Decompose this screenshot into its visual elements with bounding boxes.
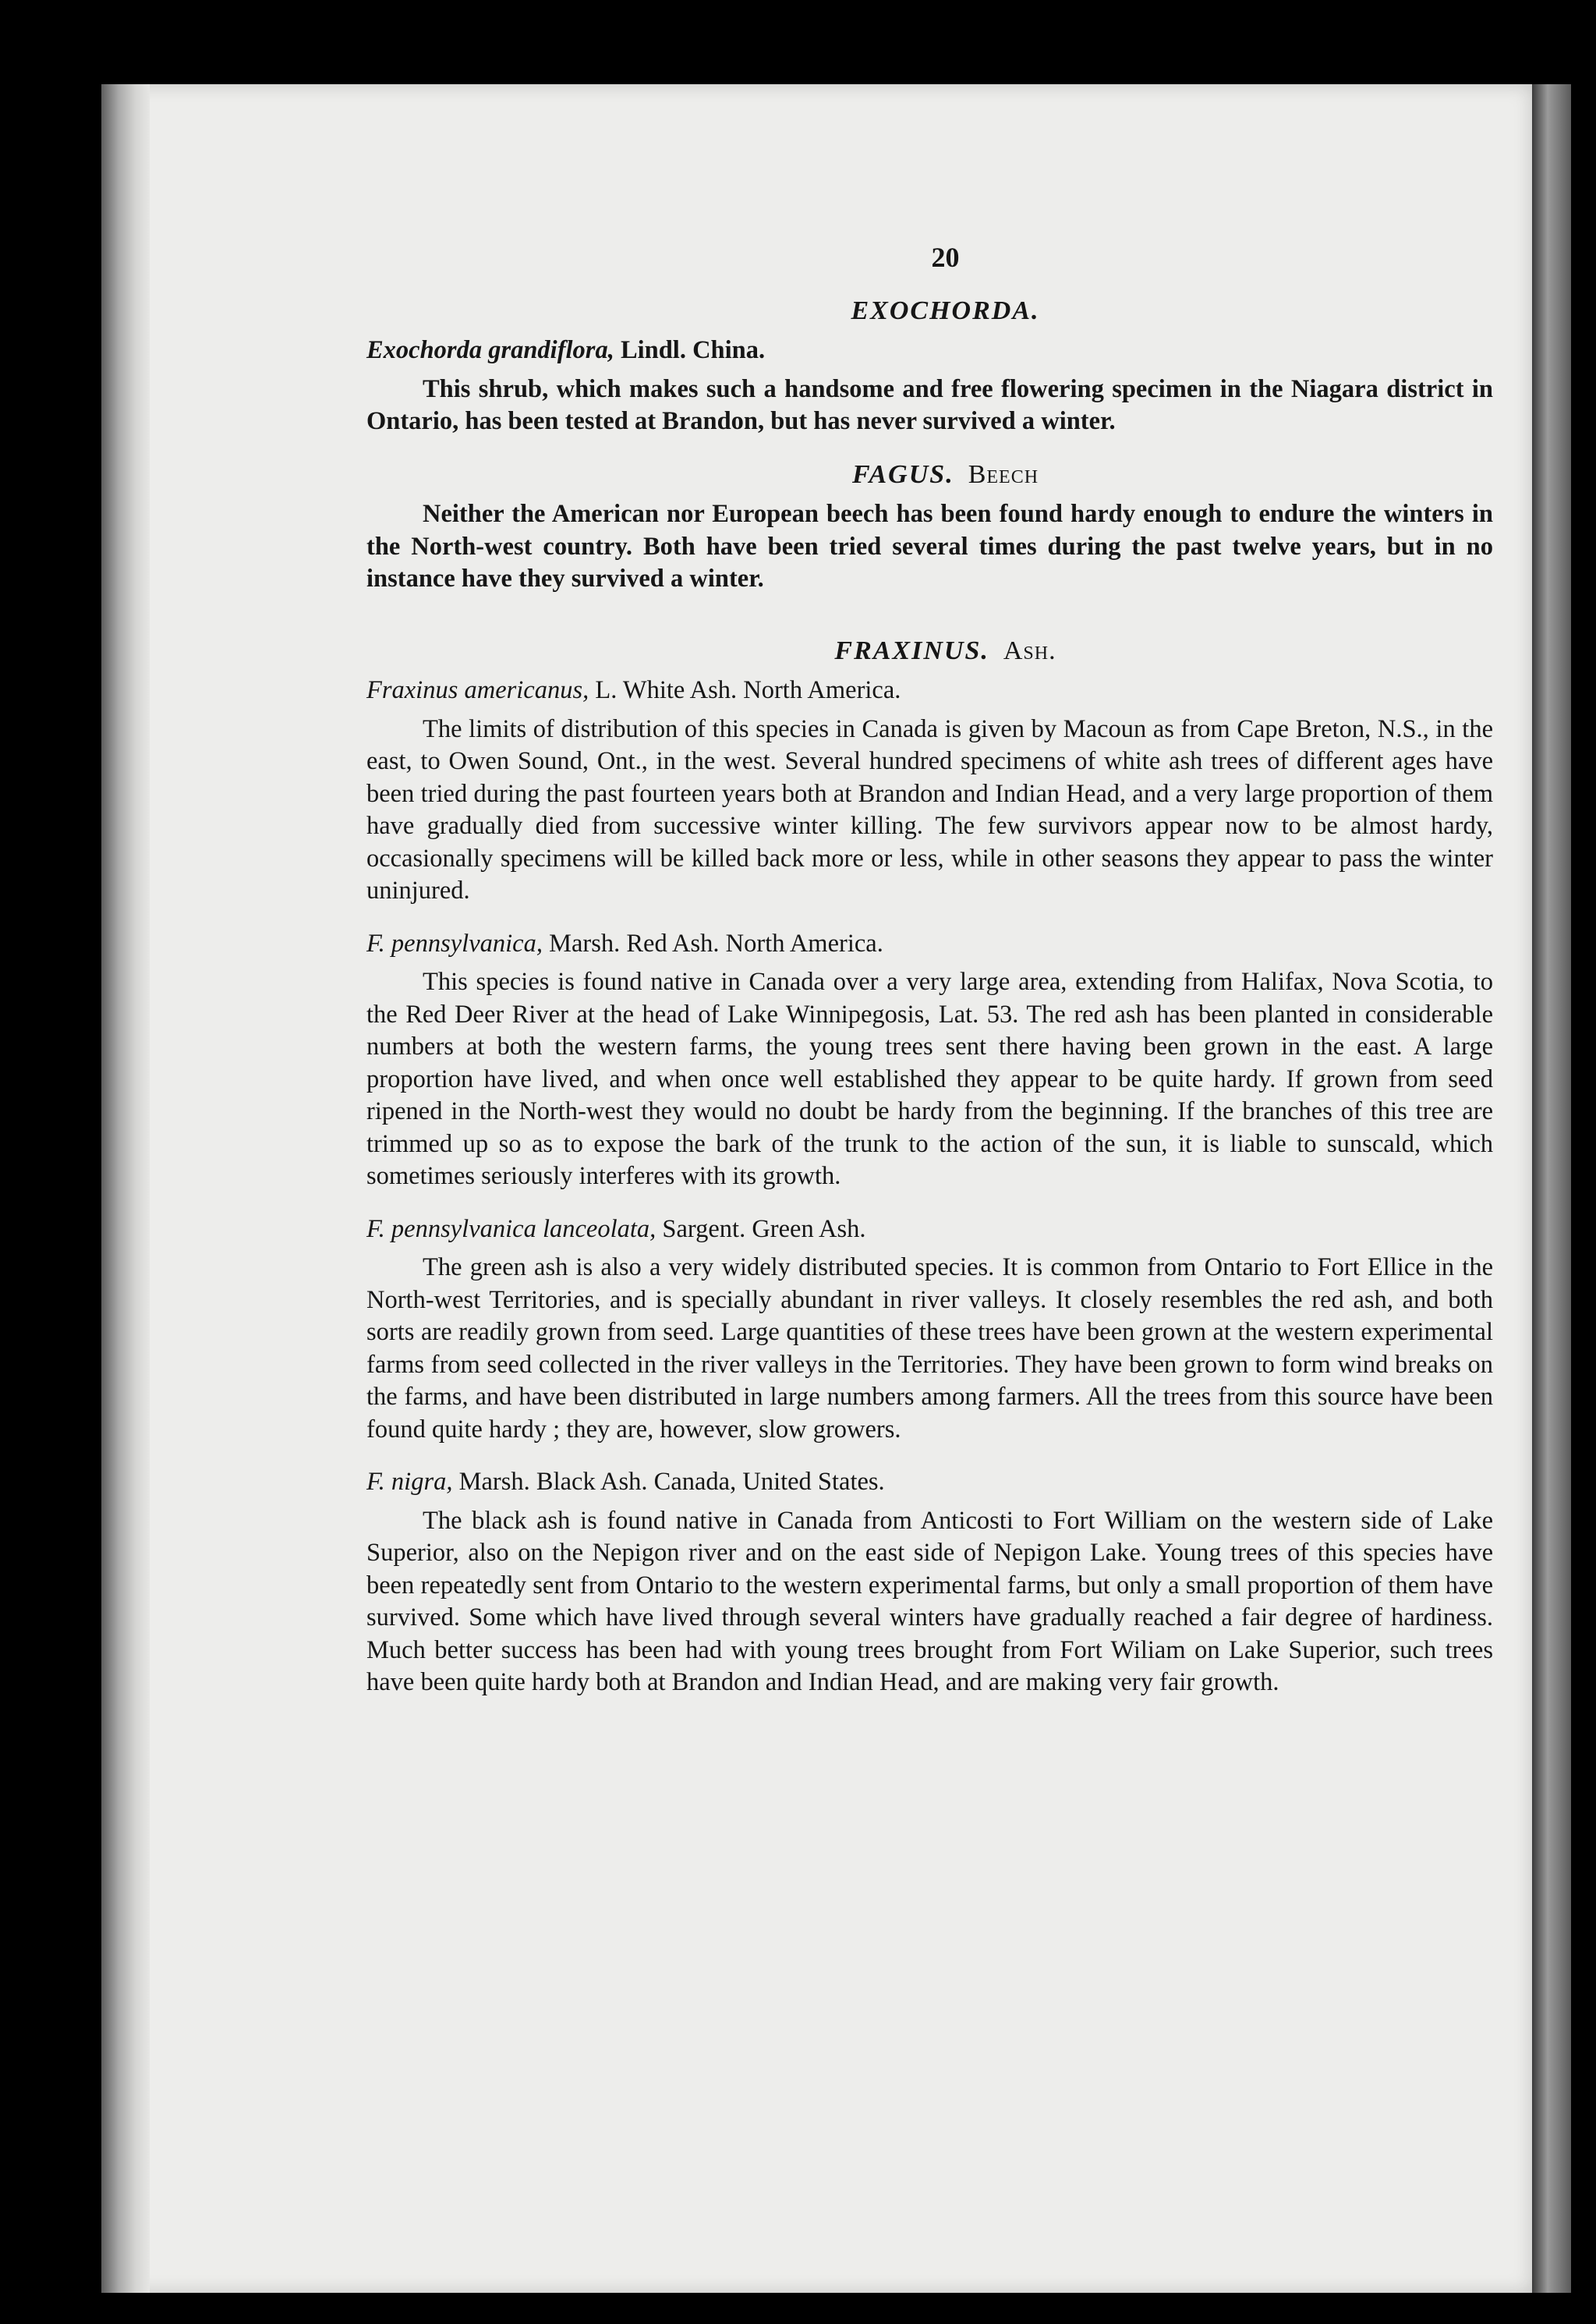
section-paragraph: Neither the American nor European beech has been found hardy enough to endure the winters in the North-west country. Both have been tried several times during the past twelve years, but in no instance have they survived a winter. [366, 500, 1493, 593]
species-paragraph: The black ash is found native in Canada from Anticosti to Fort William on the western side of Lake Superior, also on the Nepigon river and on the east side of Nepigon Lake. Young trees of this species have been repeatedly sent from Ontario to the western experimental farms, but only a small proportion of them have survived. Some which have lived through several winters have gradually reached a fair degree of hardiness. Much better success has been had with young trees brought from Fort Wiliam on Lake Superior, such trees have been quite hardy both at Brandon and Indian Head, and are making very fair growth. [366, 1506, 1493, 1696]
section-heading-exochorda [366, 295, 1493, 328]
right-page-edge [1532, 84, 1571, 2293]
species-paragraph: The limits of distribution of this species in Canada is given by Macoun as from Cape Breton, N.S., in the east, to Owen Sound, Ont., in the west. Several hundred specimens of white ash trees of different ages have been tried during the past fourteen years both at Brandon and Indian Head, and a very large proportion of them have gradually died from successive winter killing. The few survivors appear now to be almost hardy, occasionally specimens will be killed back more or less, while in other seasons they appear to pass the winter uninjured. [366, 714, 1493, 905]
species-paragraph: This shrub, which makes such a handsome and free flowering specimen in the Niagara district in Ontario, has been tested at Brandon, but has never survived a winter. [366, 374, 1493, 435]
species-detail: Marsh. Black Ash. Canada, United States. [458, 1468, 885, 1496]
genus-heading: FRAXINUS. [834, 636, 989, 665]
species-line [366, 1213, 1493, 1246]
species-detail: Lindl. China. [620, 336, 766, 364]
species-line [366, 675, 1493, 707]
genus-heading: EXOCHORDA. [851, 296, 1040, 325]
species-line [366, 335, 1493, 367]
page-binding-shadow [101, 84, 150, 2293]
common-name: Beech [968, 459, 1039, 489]
species-name: F. pennsylvanica, [366, 929, 543, 958]
common-name: Ash. [1003, 636, 1056, 665]
species-name: Exochorda grandiflora, [366, 336, 614, 364]
species-name: F. pennsylvanica lanceolata, [366, 1214, 656, 1243]
page-text-block [366, 242, 1493, 1699]
species-name: Fraxinus americanus, [366, 676, 589, 704]
species-line [366, 1466, 1493, 1499]
species-name: F. nigra, [366, 1468, 453, 1496]
section-heading-fraxinus [366, 635, 1493, 668]
species-detail: Marsh. Red Ash. North America. [549, 929, 883, 958]
species-line [366, 928, 1493, 961]
species-detail: L. White Ash. North America. [595, 676, 901, 704]
page-number: 20 [931, 242, 960, 273]
species-paragraph: This species is found native in Canada over a very large area, extending from Halifax, Nova Scotia, to the Red Deer River at the head of Lake Winnipegosis, Lat. 53. The red ash has been planted in considerable numbers at both the western farms, the young trees sent there having been grown in the east. A large proportion have lived, and when once well established they appear to be quite hardy. If grown from seed ripened in the North-west they would no doubt be hardy from the beginning. If the branches of this tree are trimmed up so as to expose the bark of the trunk to the action of the sun, it is liable to sunscald, which sometimes seriously interferes with its growth. [366, 968, 1493, 1190]
species-detail: Sargent. Green Ash. [662, 1214, 866, 1243]
species-paragraph: The green ash is also a very widely distributed species. It is common from Ontario to Fort Ellice in the North-west Territories, and is specially abundant in river valleys. It closely resembles the red ash, and both sorts are readily grown from seed. Large quantities of these trees have been grown at the western experimental farms from seed collected in the river valleys in the Territories. They have been grown to form wind breaks on the farms, and have been distributed in large numbers among farmers. All the trees from this source have been found quite hardy ; they are, however, slow growers. [366, 1253, 1493, 1444]
genus-heading: FAGUS. [851, 459, 954, 489]
section-heading-fagus [366, 459, 1493, 491]
